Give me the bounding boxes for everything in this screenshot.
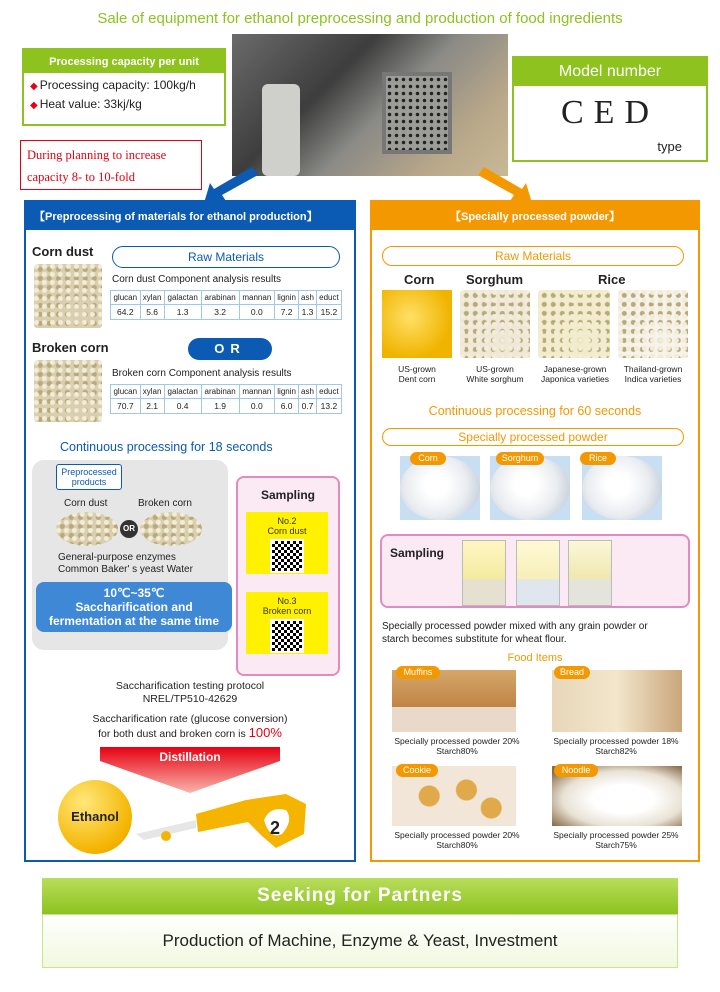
powder-title-pill: Specially processed powder <box>382 428 684 446</box>
sorghum-image <box>460 290 530 358</box>
sorghum-powder-image <box>490 456 570 520</box>
grain-name-rice: Rice <box>598 272 626 287</box>
corn-dust-small-label: Corn dust <box>64 498 108 509</box>
food-tag-cookie: Cookie <box>396 764 438 777</box>
substitute-text: Specially processed powder mixed with any grain powder or starch becomes substitute for wheat flour. <box>382 621 648 645</box>
capacity-header: Processing capacity per unit <box>24 50 224 73</box>
table-row: 64.2 5.6 1.3 3.2 0.0 7.2 1.3 15.2 <box>111 305 342 320</box>
japonica-rice-image <box>538 290 610 358</box>
model-value: CED <box>561 94 659 131</box>
ethanol-circle: Ethanol <box>58 780 132 854</box>
seeking-partners-banner: Seeking for Partners <box>42 878 678 914</box>
cookie-caption: Specially processed powder 20% Starch80% <box>394 830 520 850</box>
sample-card-broken-corn: No.3 Broken corn <box>246 592 328 654</box>
machine-photo <box>232 34 508 176</box>
table-header-row: glucan xylan galactan arabinan mannan lignin ash educt <box>111 291 342 305</box>
bread-image <box>552 670 682 732</box>
model-number-box <box>512 56 708 162</box>
arrow-down-right-icon <box>476 165 536 205</box>
indica-caption: Thailand-grown Indica varieties <box>623 364 683 384</box>
powder-panel-header: 【Specially processed powder】 <box>372 202 698 230</box>
preprocessed-products-tag: Preprocessed products <box>56 464 122 490</box>
or-circle: OR <box>120 520 138 538</box>
ethanol-panel-header: 【Preprocessing of materials for ethanol production】 <box>26 202 354 230</box>
diamond-icon: ◆ <box>30 100 38 111</box>
food-tag-noodle: Noodle <box>554 764 598 777</box>
broken-corn-table <box>110 384 342 414</box>
enzymes-text: General-purpose enzymes Common Baker' s yeast Water <box>58 552 193 575</box>
rice-powder-image <box>582 456 662 520</box>
table-row: 70.7 2.1 0.4 1.9 0.0 6.0 0.7 13.2 <box>111 399 342 414</box>
food-tag-bread: Bread <box>554 666 590 679</box>
rate-text: Saccharification rate (glucose conversion) for both dust and broken corn is 100% <box>92 713 288 740</box>
food-items-label: Food Items <box>507 652 563 664</box>
corn-image <box>382 290 452 358</box>
machine-grille <box>382 72 452 154</box>
broken-corn-analysis-title: Broken corn Component analysis results <box>112 368 292 379</box>
broken-corn-small-label: Broken corn <box>138 498 192 509</box>
arrow-down-left-icon <box>200 165 260 205</box>
muffins-image <box>392 670 516 732</box>
food-tag-muffins: Muffins <box>396 666 440 679</box>
svg-text:2: 2 <box>270 818 281 838</box>
raw-materials-pill: Raw Materials <box>112 246 340 268</box>
powder-tag-corn: Corn <box>410 452 446 465</box>
rate-value: 100% <box>248 725 282 740</box>
qr-code-icon <box>270 539 304 573</box>
machine-arm <box>262 84 300 176</box>
fuel-nozzle-icon <box>136 774 336 854</box>
or-pill: OR <box>188 338 272 360</box>
powder-tag-rice: Rice <box>580 452 616 465</box>
sample-bag-3 <box>568 540 612 606</box>
broken-corn-image <box>34 360 102 422</box>
ethanol-panel <box>24 200 356 862</box>
sampling-label: Sampling <box>260 488 315 502</box>
model-header: Model number <box>514 58 706 86</box>
corn-dust-analysis-title: Corn dust Component analysis results <box>112 274 281 285</box>
sampling-label-right: Sampling <box>390 546 445 560</box>
page-title: Sale of equipment for ethanol preprocessing and production of food ingredients <box>97 10 623 27</box>
corn-dust-table <box>110 290 342 320</box>
sampling-box-right <box>380 534 690 608</box>
diamond-icon: ◆ <box>30 81 38 92</box>
broken-corn-oval <box>140 512 202 546</box>
protocol-text: Saccharification testing protocol NREL/TP510-42629 <box>115 680 265 705</box>
broken-corn-label: Broken corn <box>32 340 109 355</box>
sorghum-caption: US-grown White sorghum <box>466 364 524 384</box>
table-header-row: glucan xylan galactan arabinan mannan lignin ash educt <box>111 385 342 399</box>
planning-note: During planning to increase capacity 8- to 10-fold <box>20 140 202 190</box>
corn-dust-label: Corn dust <box>32 244 94 259</box>
model-type: type <box>657 139 682 154</box>
qr-code-icon <box>270 619 304 653</box>
sample-card-corn-dust: No.2 Corn dust <box>246 512 328 574</box>
powder-tag-sorghum: Sorghum <box>496 452 544 465</box>
bread-caption: Specially processed powder 18% Starch82% <box>553 736 679 756</box>
corn-dust-image <box>34 264 102 328</box>
indica-rice-image <box>618 290 688 358</box>
corn-dust-oval <box>56 512 118 546</box>
raw-materials-pill-right: Raw Materials <box>382 246 684 266</box>
muffins-caption: Specially processed powder 20% Starch80% <box>394 736 520 756</box>
distillation-label: Distillation <box>159 750 221 764</box>
continuous-18s: Continuous processing for 18 seconds <box>60 440 273 454</box>
noodle-caption: Specially processed powder 25% Starch75% <box>553 830 679 850</box>
continuous-60s: Continuous processing for 60 seconds <box>428 404 642 418</box>
heat-item: ◆ Heat value: 33kj/kg <box>30 97 142 111</box>
corn-caption: US-grown Dent corn <box>398 364 436 384</box>
saccharification-box: 10℃~35℃ Saccharification and fermentation at the same time <box>36 582 232 632</box>
powder-panel <box>370 200 700 862</box>
sample-bag-1 <box>462 540 506 606</box>
capacity-box <box>22 48 226 126</box>
capacity-item: ◆ Processing capacity: 100kg/h <box>30 78 196 92</box>
corn-powder-image <box>400 456 480 520</box>
production-banner: Production of Machine, Enzyme & Yeast, Investment <box>42 914 678 968</box>
sample-bag-2 <box>516 540 560 606</box>
japonica-caption: Japanese-grown Japonica varieties <box>540 364 610 384</box>
grain-name-corn: Corn <box>404 272 435 287</box>
sampling-box-left <box>236 476 340 676</box>
grain-name-sorghum: Sorghum <box>466 272 524 287</box>
